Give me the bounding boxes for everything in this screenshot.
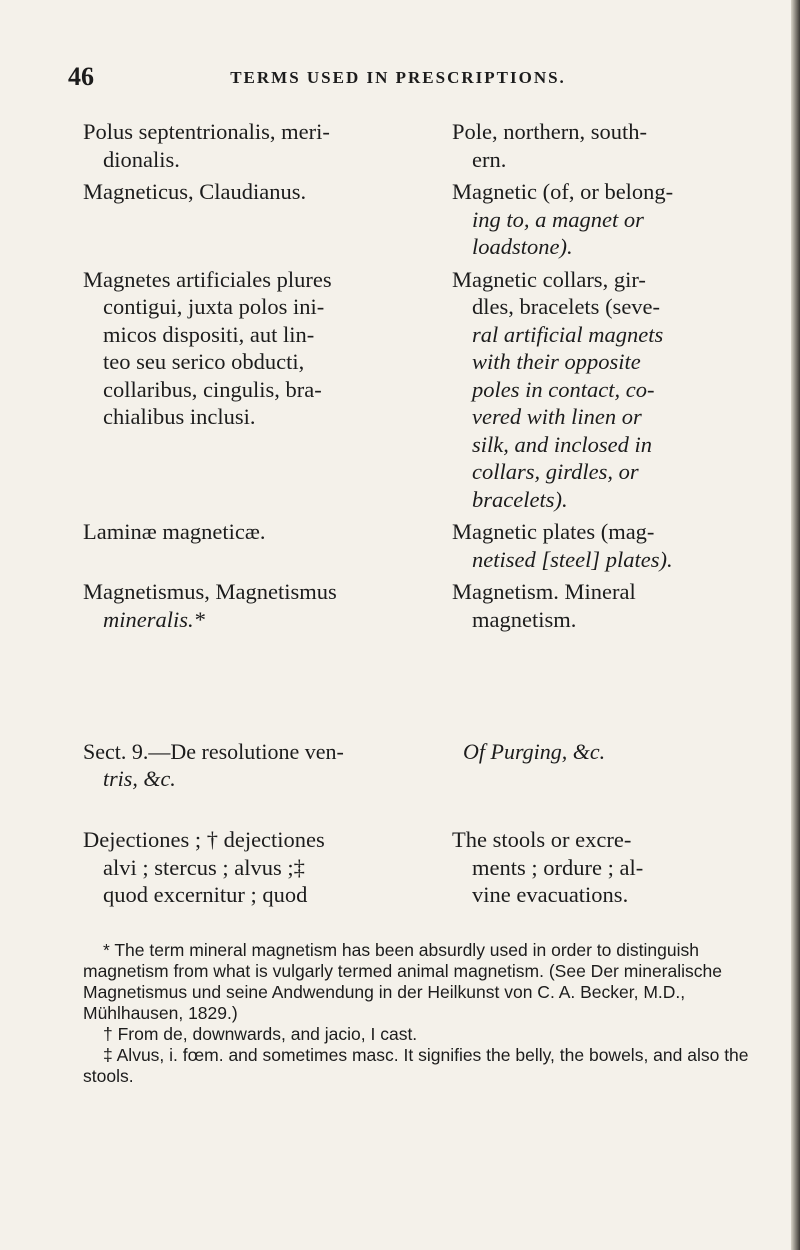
latin-line: Polus septentrionalis, meri-	[83, 119, 330, 144]
latin-term	[83, 118, 463, 173]
english-line: magnetism.	[472, 606, 577, 632]
english-line: ing to, a magnet or	[472, 206, 644, 232]
latin-line: contigui, juxta polos ini-	[103, 294, 325, 319]
footnote-dejectiones: † From de, downwards, and jacio, I cast.	[103, 1024, 418, 1044]
latin-line: quod excernitur ; quod	[103, 882, 308, 907]
latin-line: micos dispositi, aut lin-	[103, 321, 315, 347]
page-number: 46	[68, 62, 94, 91]
latin-line: alvi ; stercus ; alvus ;‡	[103, 854, 305, 880]
entry-dejectiones	[0, 826, 800, 909]
latin-line: Magneticus, Claudianus.	[83, 179, 307, 204]
english-line: silk, and inclosed in	[472, 431, 652, 457]
latin-line: collaribus, cingulis, bra-	[103, 376, 322, 402]
english-line: poles in contact, co-	[472, 376, 655, 402]
glossary-entries	[0, 118, 800, 638]
entry-laminae	[0, 518, 800, 573]
latin-line: Magnetes artificiales plures	[83, 266, 332, 292]
english-line: collars, girdles, or	[472, 459, 639, 484]
latin-line: mineralis.*	[103, 606, 205, 632]
latin-line: Magnetismus, Magnetismus	[83, 579, 337, 604]
english-term	[452, 266, 782, 514]
english-line: ments ; ordure ; al-	[472, 854, 644, 880]
entry-magneticus	[0, 178, 800, 261]
english-term	[452, 518, 782, 573]
latin-term	[83, 266, 463, 431]
running-head: TERMS USED IN PRESCRIPTIONS.	[230, 68, 566, 87]
english-line: vine evacuations.	[472, 882, 629, 907]
english-line: bracelets).	[472, 486, 568, 512]
english-line: netised [steel] plates).	[472, 546, 673, 572]
entry-polus	[0, 118, 800, 173]
section-latin-line: tris, &c.	[103, 766, 176, 791]
english-line: Magnetism. Mineral	[452, 579, 636, 604]
latin-term	[83, 518, 463, 546]
latin-term	[83, 578, 463, 633]
english-line: ral artificial magnets	[472, 321, 664, 347]
english-line: The stools or excre-	[452, 827, 632, 852]
english-term	[452, 118, 782, 173]
english-line: dles, bracelets (seve-	[472, 294, 661, 319]
latin-line: chialibus inclusi.	[103, 404, 256, 429]
english-term	[452, 826, 782, 909]
footnote-alvus: ‡ Alvus, i. fœm. and sometimes masc. It signifies the belly, the bowels, and also the stools.	[83, 1045, 749, 1086]
entry-magnetismus	[0, 578, 800, 633]
entry-magnetes-artificiales	[0, 266, 800, 514]
english-line: Magnetic plates (mag-	[452, 519, 655, 544]
section-latin-line: Sect. 9.—De resolutione ven-	[83, 739, 344, 764]
english-line: ern.	[472, 146, 507, 172]
section-latin	[83, 738, 443, 792]
english-line: loadstone).	[472, 234, 573, 259]
english-line: vered with linen or	[472, 404, 642, 429]
english-line: Magnetic collars, gir-	[452, 266, 646, 292]
section-english: Of Purging, &c.	[463, 739, 606, 764]
footnote-mineral-magnetism: * The term mineral magnetism has been absurdly used in order to distinguish magnetism from what is vulgarly termed animal magnetism. (See Der mineralische Magnetismus und seine Andwendung in der Heilkunst von C. A. Becker, M.D., Mühlhausen, 1829.)	[83, 940, 722, 1023]
latin-line: Dejectiones ; † dejectiones	[83, 827, 325, 852]
english-term	[452, 178, 782, 261]
latin-line: teo seu serico obducti,	[103, 349, 305, 374]
latin-term	[83, 178, 463, 206]
latin-line: Laminæ magneticæ.	[83, 519, 266, 544]
footnotes	[83, 940, 773, 1087]
english-line: Pole, northern, south-	[452, 119, 647, 144]
english-term	[452, 578, 782, 633]
english-line: with their opposite	[472, 349, 641, 374]
latin-term	[83, 826, 463, 909]
english-line: Magnetic (of, or belong-	[452, 179, 674, 204]
latin-line: dionalis.	[103, 146, 180, 172]
